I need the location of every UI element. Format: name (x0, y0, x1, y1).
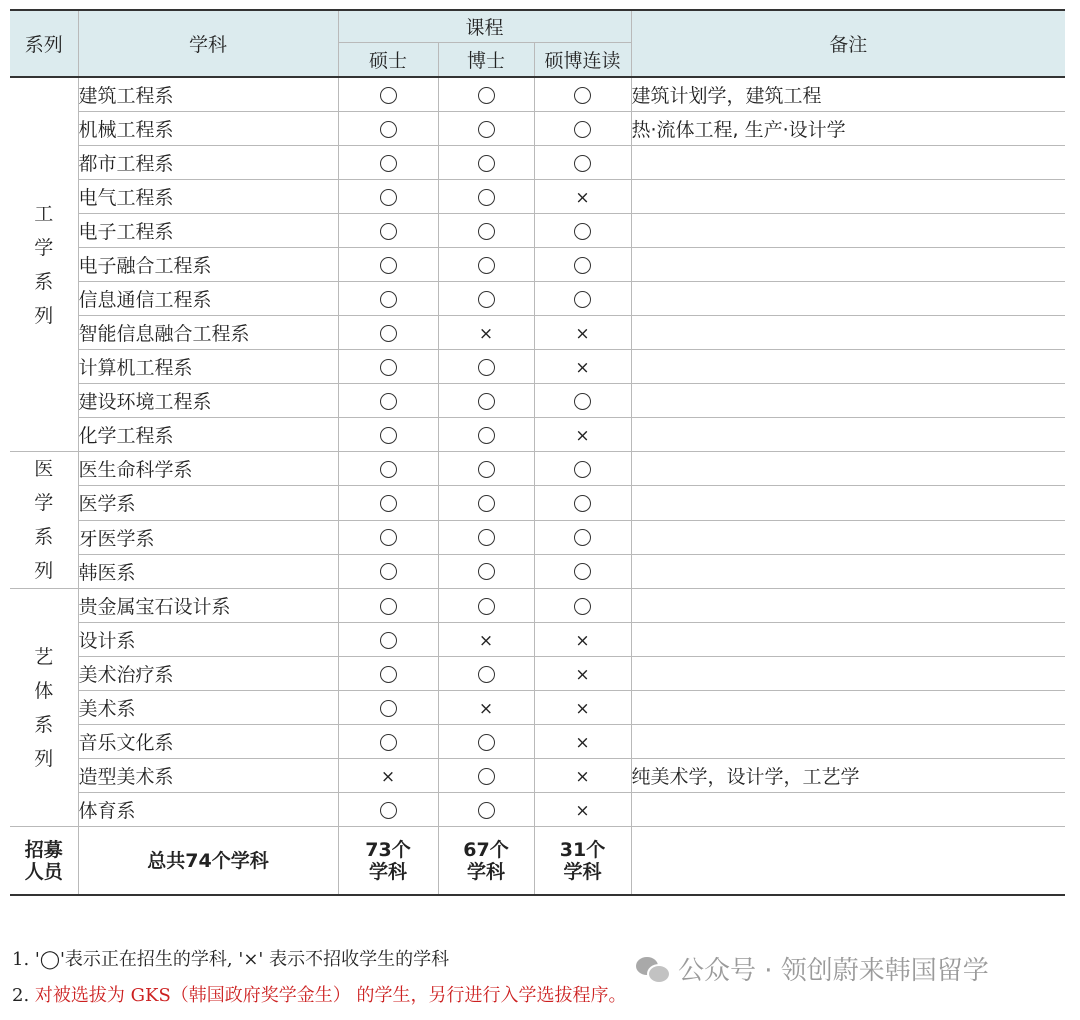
footnote-2-text: 对被选拔为 GKS（韩国政府奖学金生） 的学生，另行进行入学选拔程序。 (34, 985, 627, 1006)
integrated-count: 31个 (559, 838, 606, 861)
integrated-mark (534, 316, 631, 350)
header-series: 系列 (10, 10, 78, 77)
circle-mark-icon (478, 461, 495, 478)
master-mark (338, 589, 438, 623)
subject-name: 计算机工程系 (78, 350, 338, 384)
integrated-mark (534, 112, 631, 146)
note-cell: 热·流体工程, 生产·设计学 (631, 112, 1065, 146)
circle-mark-icon (574, 461, 591, 478)
doctor-mark (438, 112, 534, 146)
table-body (10, 77, 1065, 895)
doctor-mark (438, 657, 534, 691)
doctor-mark (438, 759, 534, 793)
circle-mark-icon (574, 257, 591, 274)
cross-mark: × (575, 323, 590, 344)
master-mark (338, 248, 438, 282)
cross-mark: × (478, 698, 494, 719)
recruitment-total: 总共74个学科 (78, 827, 338, 896)
circle-mark-icon (380, 257, 397, 274)
recruitment-label (10, 827, 78, 896)
doctor-mark (438, 316, 534, 350)
integrated-mark (534, 350, 631, 384)
cross-mark: × (575, 800, 590, 821)
note-cell (631, 350, 1065, 384)
master-mark (338, 77, 438, 112)
header-doctor: 博士 (438, 43, 534, 78)
master-mark (338, 146, 438, 180)
series-char: 列 (34, 304, 54, 327)
master-mark (338, 350, 438, 384)
master-unit: 学科 (368, 860, 407, 883)
series-char: 医 (34, 458, 54, 480)
note-cell (631, 418, 1065, 452)
integrated-mark (534, 554, 631, 588)
doctor-mark (438, 520, 534, 554)
doctor-mark (438, 384, 534, 418)
series-char: 体 (34, 679, 54, 702)
master-mark (338, 657, 438, 691)
table-row (10, 452, 1065, 486)
circle-mark-icon (380, 529, 397, 546)
circle-mark-icon (380, 155, 397, 172)
master-mark (338, 384, 438, 418)
note-cell (631, 452, 1065, 486)
table-row (10, 214, 1065, 248)
circle-mark-icon (574, 155, 591, 172)
watermark (636, 950, 989, 987)
circle-mark-icon (380, 598, 397, 615)
circle-mark-icon (380, 87, 397, 104)
circle-mark-icon (380, 427, 397, 444)
circle-mark-icon (478, 121, 495, 138)
header-integrated: 硕博连读 (534, 43, 631, 78)
master-mark (338, 793, 438, 827)
circle-mark-icon (380, 700, 397, 717)
note-cell (631, 520, 1065, 554)
note-cell: 纯美术学，设计学，工艺学 (631, 759, 1065, 793)
series-char: 艺 (34, 645, 54, 668)
circle-mark-icon (478, 189, 495, 206)
table-row (10, 554, 1065, 588)
table-row (10, 589, 1065, 623)
circle-mark-icon (478, 223, 495, 240)
doctor-unit: 学科 (466, 860, 505, 883)
series-group-label (10, 77, 78, 452)
header-note: 备注 (631, 10, 1065, 77)
doctor-mark (438, 691, 534, 725)
table-row (10, 77, 1065, 112)
integrated-mark (534, 793, 631, 827)
doctor-mark (438, 77, 534, 112)
master-mark (338, 316, 438, 350)
doctor-mark (438, 180, 534, 214)
cross-mark: × (575, 732, 590, 753)
footnote-2 (12, 984, 627, 1020)
cross-mark: × (575, 187, 590, 208)
circle-mark-icon (478, 666, 495, 683)
subject-name: 医生命科学系 (78, 452, 338, 486)
table-row (10, 112, 1065, 146)
subject-name: 信息通信工程系 (78, 282, 338, 316)
subject-name: 建设环境工程系 (78, 384, 338, 418)
integrated-mark (534, 418, 631, 452)
note-cell (631, 180, 1065, 214)
circle-mark-icon (380, 121, 397, 138)
subject-table (10, 9, 1065, 896)
table-row (10, 350, 1065, 384)
subject-name: 智能信息融合工程系 (78, 316, 338, 350)
footnote-2-number: 2. (12, 985, 35, 1006)
circle-mark-icon (380, 223, 397, 240)
master-mark (338, 180, 438, 214)
circle-mark-icon (574, 598, 591, 615)
master-mark (338, 691, 438, 725)
circle-mark-icon (574, 393, 591, 410)
circle-mark-icon (380, 189, 397, 206)
recruitment-doctor (438, 827, 534, 896)
subject-name: 都市工程系 (78, 146, 338, 180)
circle-mark-icon (574, 121, 591, 138)
note-cell (631, 248, 1065, 282)
series-char: 工 (34, 202, 54, 225)
circle-mark-icon (380, 563, 397, 580)
master-mark (338, 452, 438, 486)
recruitment-label-line1: 招募 (24, 838, 63, 861)
footnotes (12, 948, 627, 1020)
series-char: 列 (34, 747, 54, 770)
master-count: 73个 (365, 838, 411, 861)
subject-name: 电子工程系 (78, 214, 338, 248)
series-char: 列 (34, 560, 54, 582)
subject-name: 设计系 (78, 623, 338, 657)
integrated-mark (534, 725, 631, 759)
circle-mark-icon (478, 257, 495, 274)
circle-mark-icon (478, 87, 495, 104)
subject-name: 建筑工程系 (78, 77, 338, 112)
table-row (10, 623, 1065, 657)
subject-name: 机械工程系 (78, 112, 338, 146)
table-row (10, 384, 1065, 418)
table-row (10, 180, 1065, 214)
subject-name: 化学工程系 (78, 418, 338, 452)
master-mark (338, 486, 438, 520)
circle-mark-icon (380, 495, 397, 512)
master-mark (338, 623, 438, 657)
circle-mark-icon (478, 598, 495, 615)
series-group-label (10, 589, 78, 827)
integrated-mark (534, 214, 631, 248)
integrated-mark (534, 248, 631, 282)
circle-mark-icon (574, 87, 591, 104)
circle-mark-icon (478, 155, 495, 172)
master-mark (338, 112, 438, 146)
integrated-mark (534, 384, 631, 418)
doctor-mark (438, 214, 534, 248)
master-mark (338, 725, 438, 759)
circle-mark-icon (478, 734, 495, 751)
circle-mark-icon (380, 632, 397, 649)
doctor-mark (438, 248, 534, 282)
note-cell (631, 214, 1065, 248)
cross-mark: × (575, 664, 590, 685)
subject-name: 体育系 (78, 793, 338, 827)
note-cell (631, 384, 1065, 418)
note-cell (631, 146, 1065, 180)
cross-mark: × (380, 766, 396, 787)
integrated-mark (534, 180, 631, 214)
circle-mark-icon (380, 461, 397, 478)
doctor-mark (438, 623, 534, 657)
circle-mark-icon (478, 393, 495, 410)
integrated-mark (534, 759, 631, 793)
doctor-mark (438, 589, 534, 623)
integrated-mark (534, 623, 631, 657)
series-char: 学 (34, 236, 54, 259)
subject-name: 牙医学系 (78, 520, 338, 554)
circle-mark-icon (380, 666, 397, 683)
circle-mark-icon (380, 802, 397, 819)
cross-mark: × (575, 357, 590, 378)
table-row (10, 146, 1065, 180)
subject-name: 医学系 (78, 486, 338, 520)
circle-mark-icon (380, 359, 397, 376)
table-row (10, 725, 1065, 759)
integrated-mark (534, 146, 631, 180)
recruitment-integrated (534, 827, 631, 896)
cross-mark: × (575, 630, 590, 651)
cross-mark: × (575, 766, 590, 787)
subject-name: 贵金属宝石设计系 (78, 589, 338, 623)
circle-mark-icon (478, 495, 495, 512)
doctor-mark (438, 793, 534, 827)
doctor-mark (438, 418, 534, 452)
integrated-mark (534, 520, 631, 554)
note-cell (631, 316, 1065, 350)
subject-name: 电子融合工程系 (78, 248, 338, 282)
circle-mark-icon (574, 495, 591, 512)
circle-mark-icon (478, 802, 495, 819)
table-row (10, 282, 1065, 316)
integrated-mark (534, 77, 631, 112)
series-char: 系 (34, 270, 54, 293)
header-subject: 学科 (78, 10, 338, 77)
header-master: 硕士 (338, 43, 438, 78)
table-row (10, 248, 1065, 282)
circle-mark-icon (478, 427, 495, 444)
table-row (10, 657, 1065, 691)
circle-mark-icon (380, 325, 397, 342)
subject-name: 韩医系 (78, 554, 338, 588)
note-cell (631, 486, 1065, 520)
circle-mark-icon (574, 529, 591, 546)
integrated-mark (534, 282, 631, 316)
cross-mark: × (478, 323, 494, 344)
integrated-unit: 学科 (563, 860, 602, 883)
table-row (10, 793, 1065, 827)
note-cell (631, 793, 1065, 827)
subject-name: 美术系 (78, 691, 338, 725)
note-cell (631, 691, 1065, 725)
master-mark (338, 520, 438, 554)
table-row (10, 759, 1065, 793)
series-group-label (10, 452, 78, 589)
table-row (10, 418, 1065, 452)
cross-mark: × (575, 698, 590, 719)
note-cell (631, 725, 1065, 759)
recruitment-row (10, 827, 1065, 896)
series-char: 学 (34, 492, 54, 514)
circle-mark-icon (574, 223, 591, 240)
doctor-count: 67个 (463, 838, 509, 861)
table-row (10, 691, 1065, 725)
integrated-mark (534, 589, 631, 623)
footnote-1: 1. '◯'表示正在招生的学科, '×' 表示不招收学生的学科 (12, 949, 450, 970)
subject-name: 造型美术系 (78, 759, 338, 793)
doctor-mark (438, 146, 534, 180)
circle-mark-icon (574, 291, 591, 308)
circle-mark-icon (380, 734, 397, 751)
note-cell (631, 623, 1065, 657)
cross-mark: × (478, 630, 494, 651)
table-row (10, 486, 1065, 520)
master-mark (338, 418, 438, 452)
header-course: 课程 (338, 10, 631, 43)
integrated-mark (534, 657, 631, 691)
circle-mark-icon (380, 393, 397, 410)
circle-mark-icon (478, 291, 495, 308)
subject-name: 电气工程系 (78, 180, 338, 214)
doctor-mark (438, 350, 534, 384)
note-cell (631, 554, 1065, 588)
series-char: 系 (34, 526, 54, 548)
doctor-mark (438, 452, 534, 486)
table-row (10, 316, 1065, 350)
note-cell (631, 282, 1065, 316)
circle-mark-icon (478, 563, 495, 580)
doctor-mark (438, 554, 534, 588)
recruitment-note (631, 827, 1065, 896)
integrated-mark (534, 486, 631, 520)
subject-name: 音乐文化系 (78, 725, 338, 759)
master-mark (338, 214, 438, 248)
master-mark (338, 554, 438, 588)
table-row (10, 520, 1065, 554)
note-cell (631, 657, 1065, 691)
doctor-mark (438, 725, 534, 759)
circle-mark-icon (478, 768, 495, 785)
recruitment-master (338, 827, 438, 896)
integrated-mark (534, 691, 631, 725)
note-cell (631, 589, 1065, 623)
master-mark (338, 282, 438, 316)
circle-mark-icon (574, 563, 591, 580)
master-mark (338, 759, 438, 793)
circle-mark-icon (478, 529, 495, 546)
doctor-mark (438, 486, 534, 520)
integrated-mark (534, 452, 631, 486)
subject-name: 美术治疗系 (78, 657, 338, 691)
series-char: 系 (34, 713, 54, 736)
recruitment-label-line2: 人员 (24, 860, 63, 883)
circle-mark-icon (380, 291, 397, 308)
watermark-text: 公众号 · 领创蔚来韩国留学 (678, 956, 989, 986)
circle-mark-icon (478, 359, 495, 376)
note-cell: 建筑计划学，建筑工程 (631, 77, 1065, 112)
wechat-icon (636, 955, 670, 983)
cross-mark: × (575, 425, 590, 446)
doctor-mark (438, 282, 534, 316)
